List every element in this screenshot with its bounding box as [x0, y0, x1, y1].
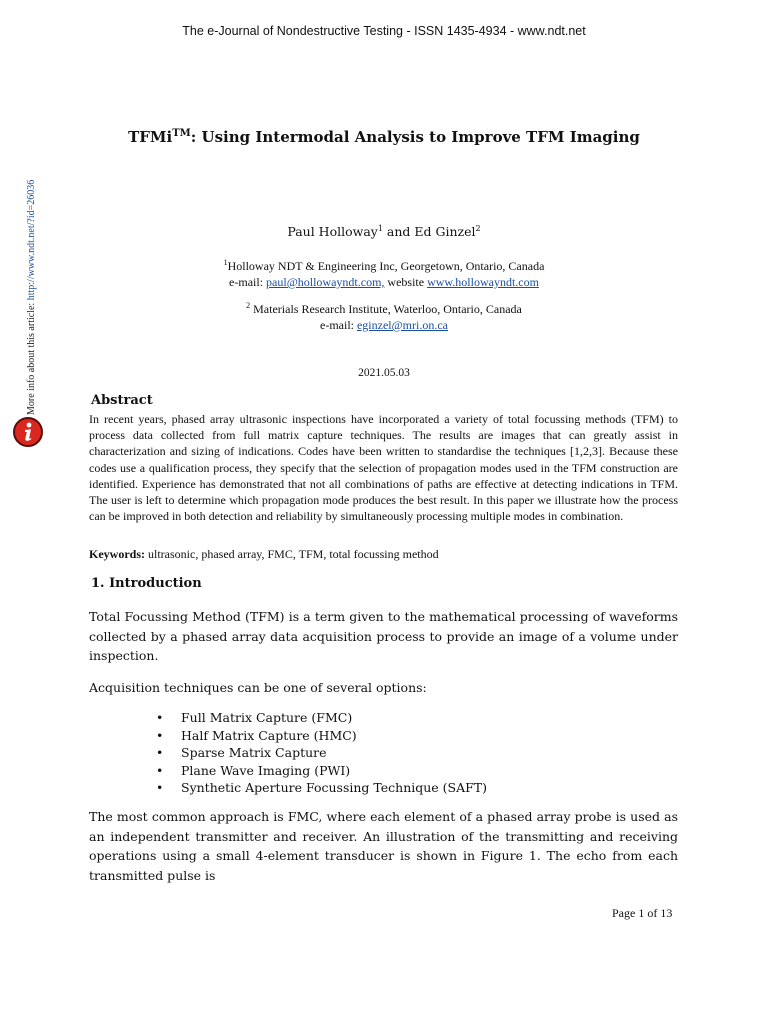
list-item: [156, 727, 487, 745]
bullet-icon: •: [156, 762, 164, 778]
acquisition-techniques-list: [156, 709, 487, 797]
author-2-sup: 2: [475, 224, 481, 233]
affiliation-2-sup: 2: [246, 301, 251, 310]
authors: [0, 224, 768, 239]
affiliation-1-website-link[interactable]: www.hollowayndt.com: [427, 275, 539, 289]
list-item: [156, 779, 487, 797]
affiliation-2-email-label: e-mail:: [320, 318, 357, 332]
affiliation-2-org-line: [0, 298, 768, 317]
list-item-text: Plane Wave Imaging (PWI): [181, 762, 351, 778]
author-1-sup: 1: [377, 224, 383, 233]
affiliation-2-contact: [0, 317, 768, 333]
paper-date: 2021.05.03: [358, 367, 410, 379]
title-rest: : Using Intermodal Analysis to Improve TFM Imaging: [190, 128, 640, 146]
paper-title: [0, 128, 768, 146]
affiliation-2-email-link[interactable]: eginzel@mri.on.ca: [356, 318, 448, 332]
page-number: Page 1 of 13: [612, 906, 673, 920]
article-link[interactable]: http://www.ndt.net/?id=26036: [26, 179, 37, 301]
affiliation-1-website-label: website: [384, 275, 428, 289]
affiliation-1-sup: 1: [223, 258, 228, 267]
list-item-text: Full Matrix Capture (FMC): [181, 710, 353, 725]
list-item: [156, 762, 487, 780]
affiliation-1: [0, 255, 768, 290]
info-icon[interactable]: [13, 417, 43, 447]
intro-paragraph-2: Acquisition techniques can be one of several options:: [89, 680, 427, 695]
bullet-icon: •: [156, 727, 164, 743]
list-item: [156, 709, 487, 727]
info-glyph-icon: [22, 422, 34, 442]
affiliation-1-contact: [0, 274, 768, 290]
keywords-text: ultrasonic, phased array, FMC, TFM, total focussing method: [145, 547, 439, 561]
keywords: [89, 547, 439, 562]
bullet-icon: •: [156, 780, 164, 795]
affiliation-1-email-link[interactable]: paul@hollowayndt.com,: [266, 275, 385, 289]
title-main: TFMi: [128, 128, 173, 146]
list-item: [156, 744, 487, 762]
introduction-heading: 1. Introduction: [91, 576, 202, 591]
bullet-icon: •: [156, 710, 164, 725]
affiliation-2: [0, 298, 768, 333]
list-item-text: Synthetic Aperture Focussing Technique (SAFT): [181, 780, 488, 795]
author-1: Paul Holloway: [287, 224, 378, 240]
intro-paragraph-3: The most common approach is FMC, where each element of a phased array probe is used as an independent transmitter and receiver. An illustration of the transmitting and receiving operations using a small 4-element transducer is shown in Figure 1. The echo from each transmitted pulse is: [89, 809, 678, 883]
author-and: and: [382, 224, 415, 240]
list-item-text: Half Matrix Capture (HMC): [181, 727, 357, 743]
affiliation-2-org: Materials Research Institute, Waterloo, Ontario, Canada: [250, 302, 522, 316]
list-item-text: Sparse Matrix Capture: [181, 745, 327, 760]
author-2: Ed Ginzel: [414, 224, 476, 240]
journal-header: The e-Journal of Nondestructive Testing - ISSN 1435-4934 - www.ndt.net: [182, 24, 586, 38]
affiliation-1-org: Holloway NDT & Engineering Inc, Georgetown, Ontario, Canada: [227, 259, 545, 273]
title-trademark: TM: [172, 128, 191, 139]
abstract-heading: Abstract: [91, 393, 153, 408]
bullet-icon: •: [156, 745, 164, 760]
affiliation-1-email-label: e-mail:: [229, 275, 267, 289]
intro-paragraph-1: Total Focussing Method (TFM) is a term given to the mathematical processing of waveforms collected by a phased array data acquisition process to provide an image of a volume under inspection.: [89, 609, 678, 663]
abstract-text: In recent years, phased array ultrasonic inspections have incorporated a variety of total focussing methods (TFM) to process data collected from full matrix capture techniques. The results are images that can greatly assist in characterization and sizing of indications. Codes have been written to standardise the techniques [1,2,3]. Because these codes use a qualification process, they specify that the selection of propagation modes used in the TFM construction are identified. Experience has demonstrated that not all combinations of paths are effective at detecting indications in TFM. The user is left to determine which propagation mode produces the best result. In this paper we illustrate how the process can be improved in both detection and reliability by simultaneously processing multiple modes in combination.: [89, 412, 678, 524]
keywords-label: Keywords:: [89, 547, 145, 561]
side-banner-label: More info about this article:: [26, 300, 37, 415]
affiliation-1-org-line: [0, 255, 768, 274]
